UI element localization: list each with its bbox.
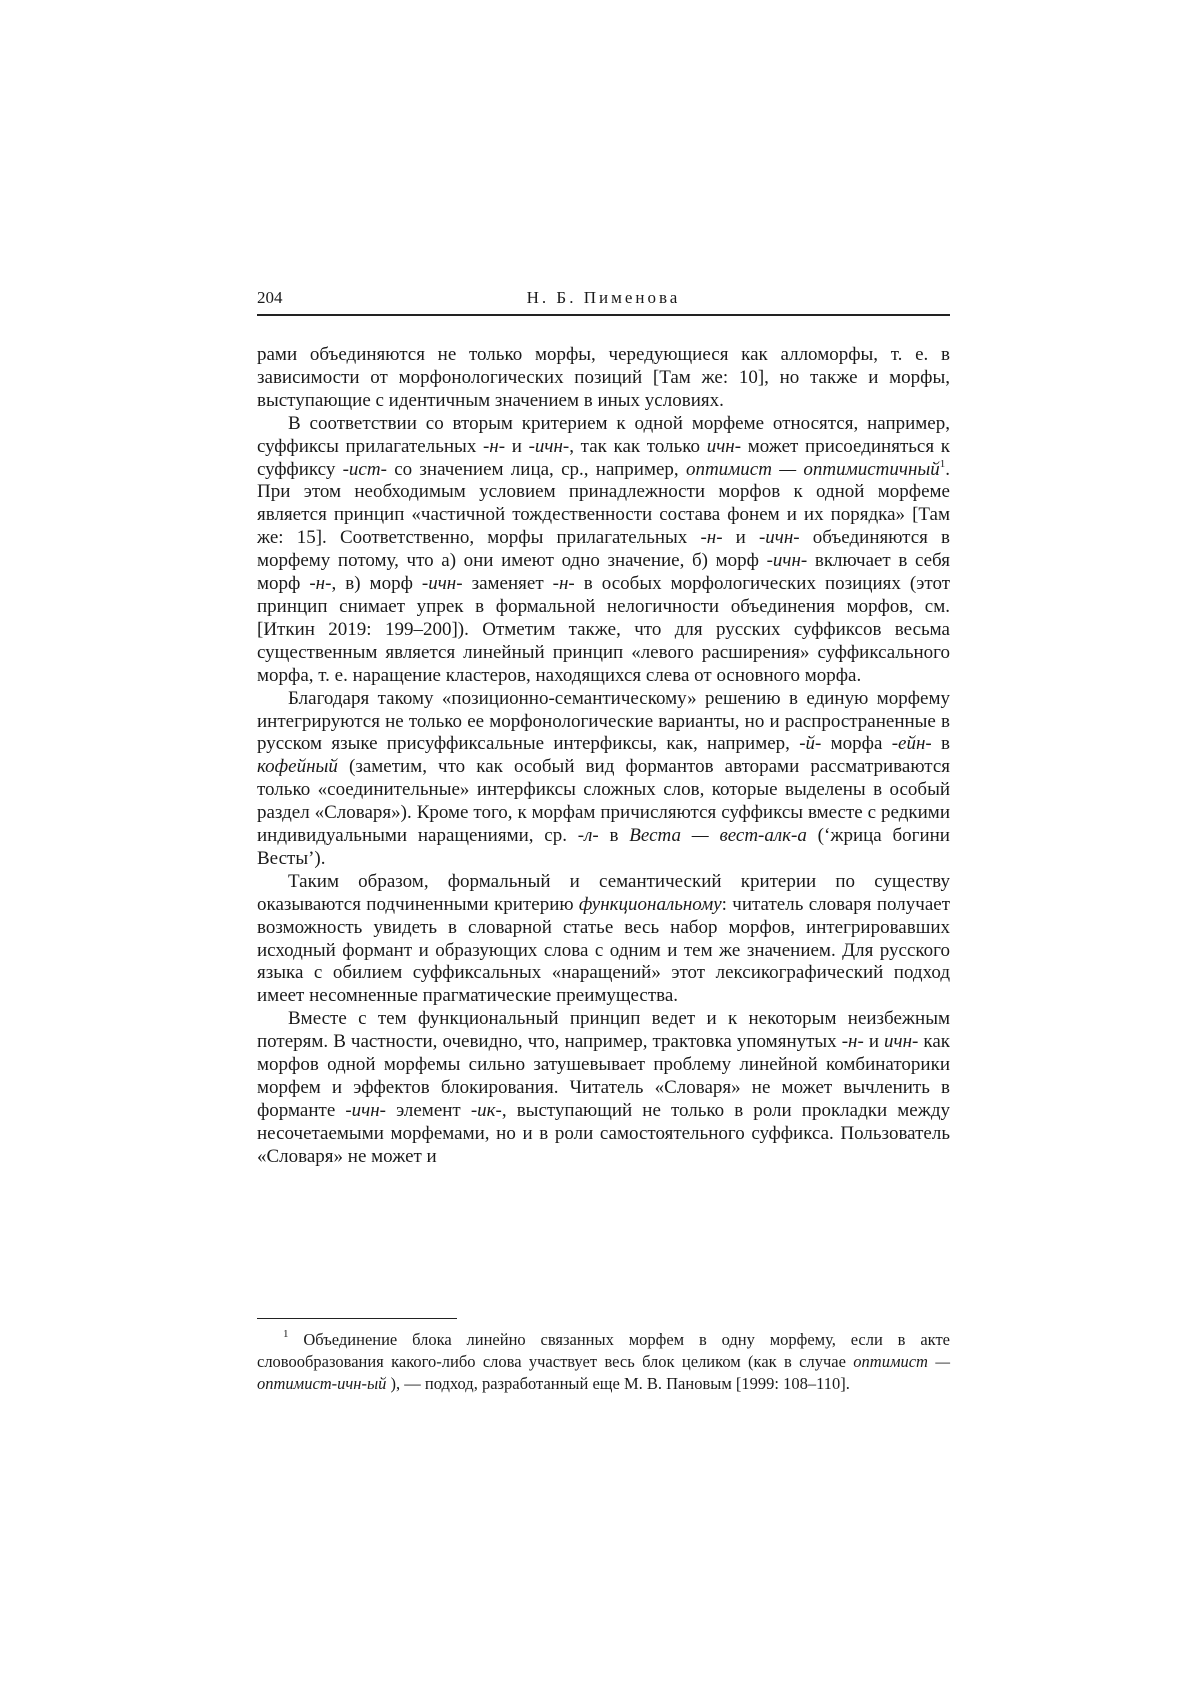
text-run: . При этом необходимым условием принадлежности морфов к одной морфеме является принцип «частичной тождественности состава фонем и их порядка» [Там же: 15]. Соответственно, морфы прилагательных [257, 458, 950, 549]
text-run: в особых морфологических позициях (этот принцип снимает упрек в формальной нелогичности объединения морфов, см. [Иткин 2019: 199–200]). Отметим также, что для русских суффиксов весьма существенным является линейный принцип «левого расширения» суффиксального морфа, т. е. наращение кластеров, находящихся слева от основного морфа. [257, 573, 950, 686]
footnote-marker: 1 [939, 457, 946, 470]
italic-term: ичн- [884, 1031, 919, 1053]
text-run: Таким образом, формальный и семантический критерии по существу оказываются подчиненными критерию [257, 870, 950, 915]
italic-term: -ичн- [345, 1099, 386, 1121]
text-run: Объединение блока линейно связанных морфем в одну морфему, если в акте словообразования какого-либо слова участвует весь блок целиком (как в случае [257, 1330, 950, 1371]
page-number: 204 [257, 288, 283, 307]
text-run: как морфов одной морфемы сильно затушевывает проблему линейной комбинаторики морфем и эффектов блокирования. Читатель «Словаря» не может вычленить в форманте [257, 1031, 950, 1121]
text-run: и [722, 527, 759, 549]
text-run: Благодаря такому «позиционно-семантическому» решению в единую морфему интегрируются не только ее морфонологические варианты, но и распространенные в русском языке присуффиксальные интерфиксы, как, например, [257, 687, 950, 755]
text-run: , так как только [569, 435, 707, 457]
text-run: (заметим, что как особый вид формантов авторами рассматриваются только «соединительные» интерфиксы сложных слов, которые выделены в особый раздел «Словаря»). Кроме того, к морфам причисляются суффиксы вместе с редкими индивидуальными наращениями, ср. [257, 756, 950, 847]
text-run: может присоединяться к суффиксу [257, 435, 950, 480]
text-run: в [598, 825, 630, 847]
text-run: и [863, 1031, 885, 1053]
text-run: элемент [386, 1099, 471, 1121]
italic-term: -н- [700, 527, 723, 549]
italic-term: -ичн- [766, 550, 808, 572]
paragraph [257, 688, 950, 871]
paragraph [257, 871, 950, 1008]
italic-term: -й- [799, 733, 822, 755]
text-run: (‘жрица богини Весты’). [257, 825, 950, 869]
text-run: В соответствии со вторым критерием к одной морфеме относятся, например, суффиксы прилагательных [257, 412, 950, 457]
text-run: , в) морф [331, 573, 422, 595]
footnote-marker: 1 [283, 1328, 289, 1340]
text-run: , выступающий не только в роли прокладки между несочетаемыми морфемами, но и в роли самостоятельного суффикса. Пользователь «Словаря» не может и [257, 1099, 950, 1167]
text-run: ), — подход, разработанный еще М. В. Пановым [1999: 108–110]. [386, 1374, 850, 1393]
footnote [257, 1329, 950, 1395]
italic-term: ичн- [706, 435, 742, 457]
italic-term: функциональному [578, 893, 722, 915]
italic-term: -ичн- [528, 435, 570, 457]
italic-term: -н- [482, 435, 506, 457]
italic-term: -л- [577, 825, 599, 847]
italic-term: -ичн- [758, 527, 800, 549]
italic-term: -н- [841, 1031, 864, 1053]
italic-term: оптимист — оптимист-ичн-ый [257, 1352, 950, 1393]
italic-term: -н- [552, 573, 575, 595]
italic-term: оптимист — оптимистичный [685, 458, 940, 480]
paragraph [257, 344, 950, 413]
text-run: включает в себя морф [257, 550, 950, 595]
italic-term: -ик- [470, 1099, 502, 1121]
text-run: и [505, 435, 529, 457]
text-run: Вместе с тем функциональный принцип ведет и к некоторым неизбежным потерям. В частности, очевидно, что, например, трактовка упомянутых [257, 1008, 950, 1053]
italic-term: -н- [309, 573, 332, 595]
text-run: рами объединяются не только морфы, чередующиеся как алломорфы, т. е. в зависимости от морфонологических позиций [Там же: 10], но также и морфы, выступающие с идентичным значением в иных условиях. [257, 344, 950, 411]
paragraph [257, 413, 950, 688]
italic-term: кофейный [257, 756, 338, 778]
italic-term: -ист- [342, 458, 387, 480]
body-text [257, 344, 950, 1169]
page-header [257, 288, 950, 316]
text-run: со значением лица, ср., например, [386, 458, 686, 480]
italic-term: -ичн- [421, 573, 463, 595]
footnote-divider [257, 1318, 457, 1319]
text-run: в [931, 733, 950, 755]
text-run: морфа [821, 733, 892, 755]
italic-term: Веста — вест-алк-а [629, 825, 807, 847]
paragraph [257, 1008, 950, 1168]
text-run: : читатель словаря получает возможность увидеть в словарной статье весь набор морфов, интегрировавших исходный формант и образующих слова с одним и тем же значением. Для русского языка с обилием суффиксальных «наращений» этот лексикографический подход имеет несомненные прагматические преимущества. [257, 893, 951, 1007]
italic-term: -ейн- [891, 733, 932, 755]
text-run: объединяются в морфему потому, что а) они имеют одно значение, б) морф [257, 527, 950, 572]
text-run: заменяет [462, 573, 553, 595]
running-head: Н. Б. Пименова [526, 288, 681, 307]
